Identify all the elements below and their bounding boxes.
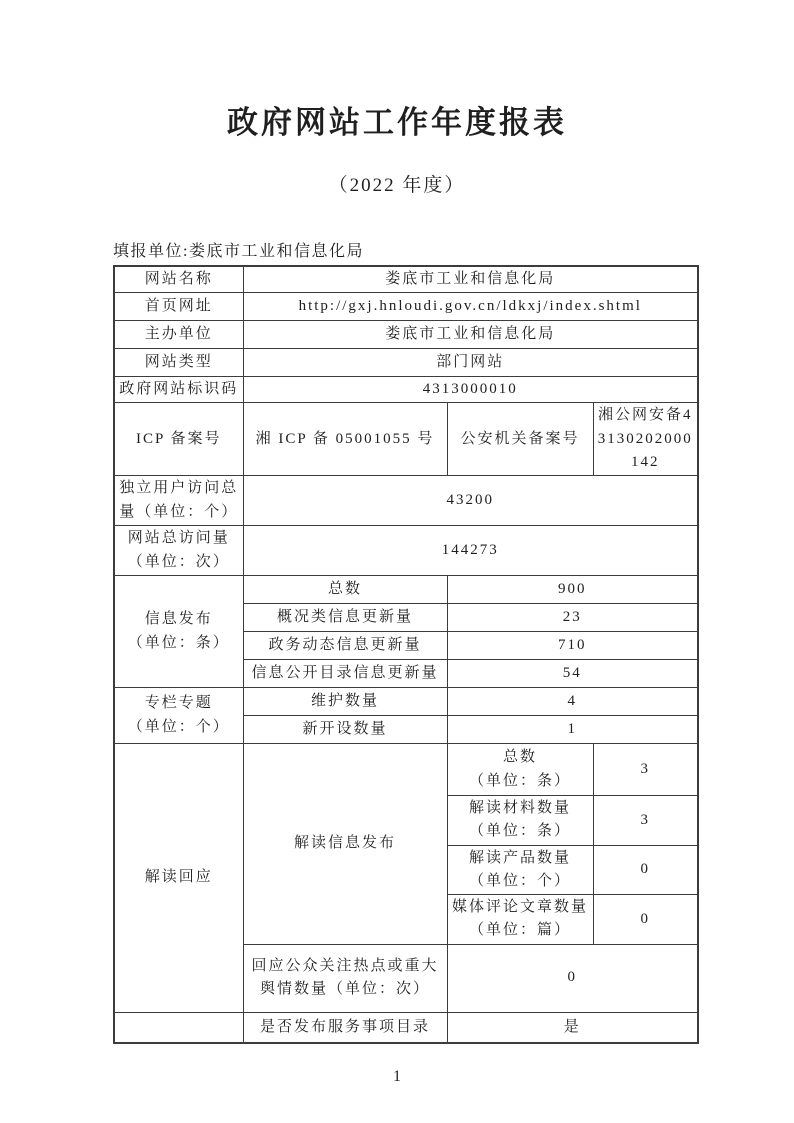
reporting-unit-line: 填报单位:娄底市工业和信息化局 xyxy=(113,242,364,260)
icp-value: 湘 ICP 备 05001055 号 xyxy=(243,403,447,476)
info-publish-item-value: 23 xyxy=(447,604,698,632)
info-publish-item-label: 政务动态信息更新量 xyxy=(243,632,447,660)
site-id-value: 4313000010 xyxy=(243,377,698,403)
info-publish-item-value: 900 xyxy=(447,576,698,604)
interpretation-item-unit: （单位：篇） xyxy=(468,922,571,939)
icp-label: ICP 备案号 xyxy=(114,403,243,476)
info-publish-item-value: 710 xyxy=(447,632,698,660)
security-value: 湘公网安备43130202000142 xyxy=(593,403,698,476)
table-row xyxy=(114,293,698,321)
special-columns-item-label: 维护数量 xyxy=(243,688,447,716)
interpretation-item-unit: （单位：个） xyxy=(468,872,571,889)
interpretation-item-unit: （单位：条） xyxy=(468,772,571,789)
table-row xyxy=(114,321,698,349)
table-row xyxy=(114,576,698,604)
info-publish-item-value: 54 xyxy=(447,660,698,688)
interpretation-item-name: 解读产品数量 xyxy=(468,849,571,866)
interpretation-item-name: 解读材料数量 xyxy=(468,800,571,816)
interpretation-item-name: 总数 xyxy=(502,749,537,766)
info-publish-name: 信息发布 xyxy=(144,611,213,628)
organizer-value: 娄底市工业和信息化局 xyxy=(243,321,698,349)
special-columns-item-value: 4 xyxy=(447,688,698,716)
table-row xyxy=(114,266,698,293)
page-subtitle: （2022 年度） xyxy=(328,174,466,196)
table-row xyxy=(114,377,698,403)
interpretation-item-value: 3 xyxy=(593,744,698,796)
public-response-value: 0 xyxy=(447,944,698,1012)
interpretation-item-label xyxy=(447,796,593,846)
interpretation-publish-label: 解读信息发布 xyxy=(243,744,447,945)
site-name-label: 网站名称 xyxy=(114,266,243,293)
special-columns-item-label: 新开设数量 xyxy=(243,716,447,744)
homepage-url-label: 首页网址 xyxy=(114,293,243,321)
interpretation-item-value: 0 xyxy=(593,895,698,945)
interpretation-group-label: 解读回应 xyxy=(114,744,243,1013)
info-publish-item-label: 信息公开目录信息更新量 xyxy=(243,660,447,688)
table-row xyxy=(114,349,698,377)
interpretation-item-value: 3 xyxy=(593,796,698,846)
table-row xyxy=(114,1012,698,1043)
annual-report-table xyxy=(113,265,699,1044)
special-columns-name: 专栏专题 xyxy=(144,695,213,712)
page-number: 1 xyxy=(393,1068,401,1085)
service-catalog-value: 是 xyxy=(447,1012,698,1043)
page-title: 政府网站工作年度报表 xyxy=(227,105,567,140)
interpretation-item-name: 媒体评论文章数量 xyxy=(451,899,588,915)
unique-visitors-label: 独立用户访问总量（单位：个） xyxy=(114,476,243,526)
security-label: 公安机关备案号 xyxy=(447,403,593,476)
interpretation-item-label xyxy=(447,895,593,945)
table-row xyxy=(114,526,698,576)
info-publish-group-label xyxy=(114,576,243,688)
info-publish-item-label: 总数 xyxy=(243,576,447,604)
interpretation-item-value: 0 xyxy=(593,845,698,895)
special-columns-unit: （单位：个） xyxy=(127,718,230,735)
organizer-label: 主办单位 xyxy=(114,321,243,349)
info-publish-item-label: 概况类信息更新量 xyxy=(243,604,447,632)
table-row xyxy=(114,744,698,796)
homepage-url-value: http://gxj.hnloudi.gov.cn/ldkxj/index.shtml xyxy=(243,293,698,321)
table-row xyxy=(114,688,698,716)
public-response-label: 回应公众关注热点或重大舆情数量（单位：次） xyxy=(243,944,447,1012)
interpretation-item-label xyxy=(447,845,593,895)
table-row xyxy=(114,403,698,476)
site-type-value: 部门网站 xyxy=(243,349,698,377)
service-catalog-label: 是否发布服务事项目录 xyxy=(243,1012,447,1043)
total-visits-value: 144273 xyxy=(243,526,698,576)
site-id-label: 政府网站标识码 xyxy=(114,377,243,403)
special-columns-group-label xyxy=(114,688,243,744)
table-row xyxy=(114,476,698,526)
empty-cell xyxy=(114,1012,243,1043)
interpretation-item-unit: （单位：条） xyxy=(468,823,571,840)
interpretation-item-label xyxy=(447,744,593,796)
special-columns-item-value: 1 xyxy=(447,716,698,744)
info-publish-unit: （单位：条） xyxy=(127,634,230,651)
site-name-value: 娄底市工业和信息化局 xyxy=(243,266,698,293)
site-type-label: 网站类型 xyxy=(114,349,243,377)
unique-visitors-value: 43200 xyxy=(243,476,698,526)
total-visits-label: 网站总访问量（单位：次） xyxy=(114,526,243,576)
